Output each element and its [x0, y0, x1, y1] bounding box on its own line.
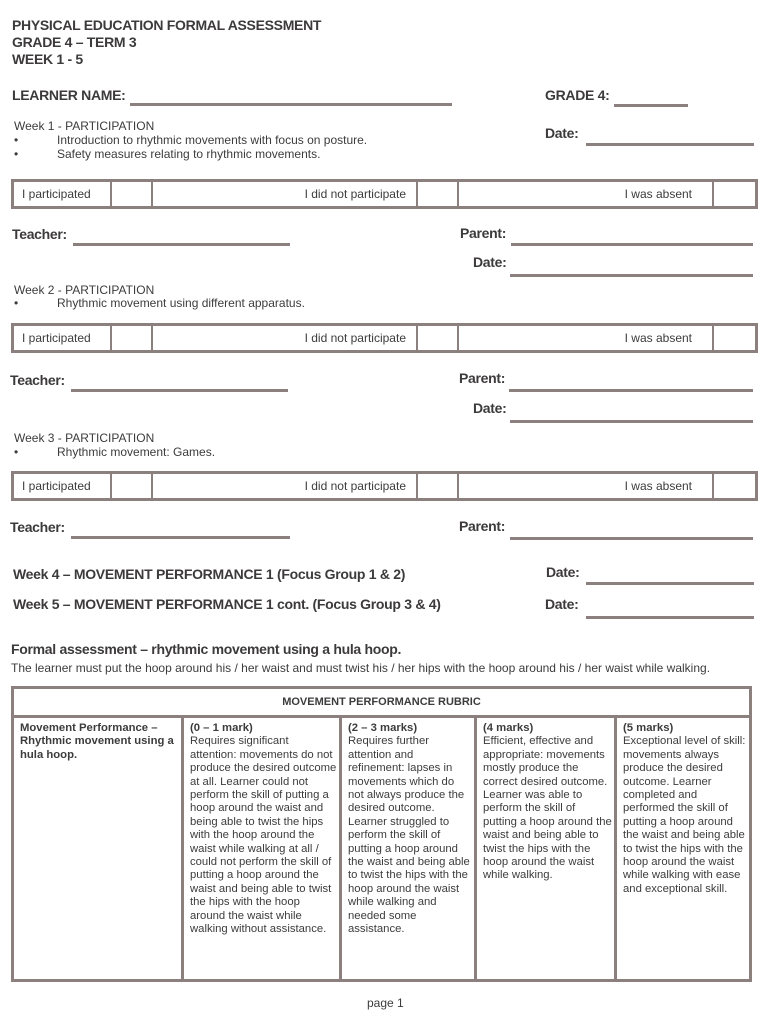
- week1-date-field[interactable]: [586, 143, 754, 146]
- week1-parent-date-field[interactable]: [510, 274, 753, 277]
- week1-bullet-2-text: Safety measures relating to rhythmic movements.: [57, 147, 321, 161]
- rubric-level-0-1: [184, 718, 342, 982]
- not-participated-checkbox[interactable]: [418, 326, 459, 350]
- week3-title: Week 3 - PARTICIPATION: [14, 431, 155, 445]
- title-line-2: GRADE 4 – TERM 3: [12, 34, 137, 50]
- week3-parent-label: Parent:: [459, 518, 506, 534]
- week2-title: Week 2 - PARTICIPATION: [14, 283, 155, 297]
- week5-date-field[interactable]: [586, 616, 754, 619]
- rubric-level-mark: (2 – 3 marks): [348, 722, 418, 734]
- title-line-1: PHYSICAL EDUCATION FORMAL ASSESSMENT: [12, 17, 322, 33]
- week1-date-label: Date:: [545, 125, 579, 141]
- rubric-level-2-3: [342, 718, 477, 982]
- rubric-level-mark: (0 – 1 mark): [190, 722, 253, 734]
- formal-assessment-title: Formal assessment – rhythmic movement using a hula hoop.: [11, 641, 402, 657]
- rubric-level-mark: (5 marks): [623, 722, 674, 734]
- rubric-level-mark: (4 marks): [483, 722, 534, 734]
- absent-label: I was absent: [459, 474, 714, 498]
- week3-participation-table: [11, 471, 758, 501]
- participated-label: I participated: [14, 182, 112, 206]
- week3-bullet-1: • Rhythmic movement: Games.: [14, 445, 216, 459]
- week4-title: Week 4 – MOVEMENT PERFORMANCE 1 (Focus Group 1 & 2): [13, 566, 406, 582]
- formal-assessment-description: The learner must put the hoop around his / her waist and must twist his / her hips with the hoop around his / her waist while walking.: [11, 661, 711, 675]
- title-line-3: WEEK 1 - 5: [12, 51, 83, 67]
- participated-label: I participated: [14, 474, 112, 498]
- participated-checkbox[interactable]: [112, 326, 153, 350]
- participated-checkbox[interactable]: [112, 474, 153, 498]
- rubric-columns: [14, 718, 749, 982]
- week1-parent-field[interactable]: [511, 243, 753, 246]
- rubric-level-text: Efficient, effective and appropriate: movements mostly produce the correct desired outcome. Learner was able to perform the skill of putting a hoop around the waist and being able to twist the hips with the hoop around the waist while walking.: [483, 735, 612, 882]
- week2-parent-label: Parent:: [459, 370, 506, 386]
- week3-bullet-1-text: Rhythmic movement: Games.: [57, 445, 216, 459]
- not-participated-checkbox[interactable]: [418, 182, 459, 206]
- week1-participation-table: [11, 179, 758, 209]
- week4-date-label: Date:: [546, 564, 580, 580]
- learner-name-label: LEARNER NAME:: [12, 87, 126, 103]
- week1-parent-date-label: Date:: [473, 254, 507, 270]
- week1-title: Week 1 - PARTICIPATION: [14, 119, 155, 133]
- week1-teacher-field[interactable]: [73, 243, 290, 246]
- not-participated-label: I did not participate: [153, 474, 418, 498]
- week2-teacher-field[interactable]: [71, 389, 288, 392]
- grade-field[interactable]: [614, 104, 688, 107]
- week3-parent-field[interactable]: [510, 537, 753, 540]
- grade-label: GRADE 4:: [545, 87, 610, 103]
- rubric-level-5: [617, 718, 749, 982]
- rubric-title: MOVEMENT PERFORMANCE RUBRIC: [14, 689, 749, 718]
- week2-teacher-label: Teacher:: [10, 372, 65, 388]
- week2-parent-date-label: Date:: [473, 400, 507, 416]
- week5-title: Week 5 – MOVEMENT PERFORMANCE 1 cont. (Focus Group 3 & 4): [13, 596, 441, 612]
- week2-bullet-1: • Rhythmic movement using different apparatus.: [14, 296, 305, 310]
- absent-checkbox[interactable]: [714, 182, 755, 206]
- rubric-level-text: Requires further attention and refinement: lapses in movements which do not always produce the desired outcome. Learner struggled to perform the skill of putting a hoop around the waist and being able to twist the hips with the hoop around the waist while walking and needed some assistance.: [348, 735, 470, 936]
- not-participated-label: I did not participate: [153, 182, 418, 206]
- movement-performance-rubric: [11, 686, 752, 982]
- not-participated-label: I did not participate: [153, 326, 418, 350]
- week3-teacher-field[interactable]: [71, 536, 290, 539]
- absent-label: I was absent: [459, 182, 714, 206]
- absent-label: I was absent: [459, 326, 714, 350]
- participated-label: I participated: [14, 326, 112, 350]
- absent-checkbox[interactable]: [714, 474, 755, 498]
- week1-teacher-label: Teacher:: [12, 226, 67, 242]
- week1-parent-label: Parent:: [460, 225, 507, 241]
- document-title: [12, 17, 321, 68]
- week2-bullet-1-text: Rhythmic movement using different apparatus.: [57, 296, 305, 310]
- week2-parent-date-field[interactable]: [510, 420, 753, 423]
- page-number: page 1: [367, 996, 404, 1010]
- week4-date-field[interactable]: [586, 582, 754, 585]
- week5-date-label: Date:: [545, 596, 579, 612]
- rubric-level-4: [477, 718, 617, 982]
- rubric-level-text: Exceptional level of skill: movements always produce the desired outcome. Learner completed and performed the skill of putting a hoop around the waist and being able to twist the hips with the hoop around the waist while walking with ease and exceptional skill.: [623, 735, 746, 895]
- week1-bullet-2: • Safety measures relating to rhythmic movements.: [14, 147, 321, 161]
- rubric-level-text: Requires significant attention: movements do not produce the desired outcome at all. Learner could not perform the skill of putting a hoop around the waist and being able to twist the hips with the hoop around the waist while walking at all / could not perform the skill of putting a hoop around the waist and being able to twist the hips with the hoop around the waist while walking without assistance.: [190, 735, 337, 936]
- absent-checkbox[interactable]: [714, 326, 755, 350]
- not-participated-checkbox[interactable]: [418, 474, 459, 498]
- week3-teacher-label: Teacher:: [10, 519, 65, 535]
- learner-name-field[interactable]: [130, 103, 452, 106]
- rubric-criterion-text: Movement Performance – Rhythmic movement using a hula hoop.: [20, 722, 174, 761]
- week2-parent-field[interactable]: [509, 389, 753, 392]
- week2-participation-table: [11, 323, 758, 353]
- participated-checkbox[interactable]: [112, 182, 153, 206]
- week1-bullet-1-text: Introduction to rhythmic movements with focus on posture.: [57, 133, 368, 147]
- rubric-criterion: [14, 718, 184, 982]
- week1-bullet-1: • Introduction to rhythmic movements with focus on posture.: [14, 133, 368, 147]
